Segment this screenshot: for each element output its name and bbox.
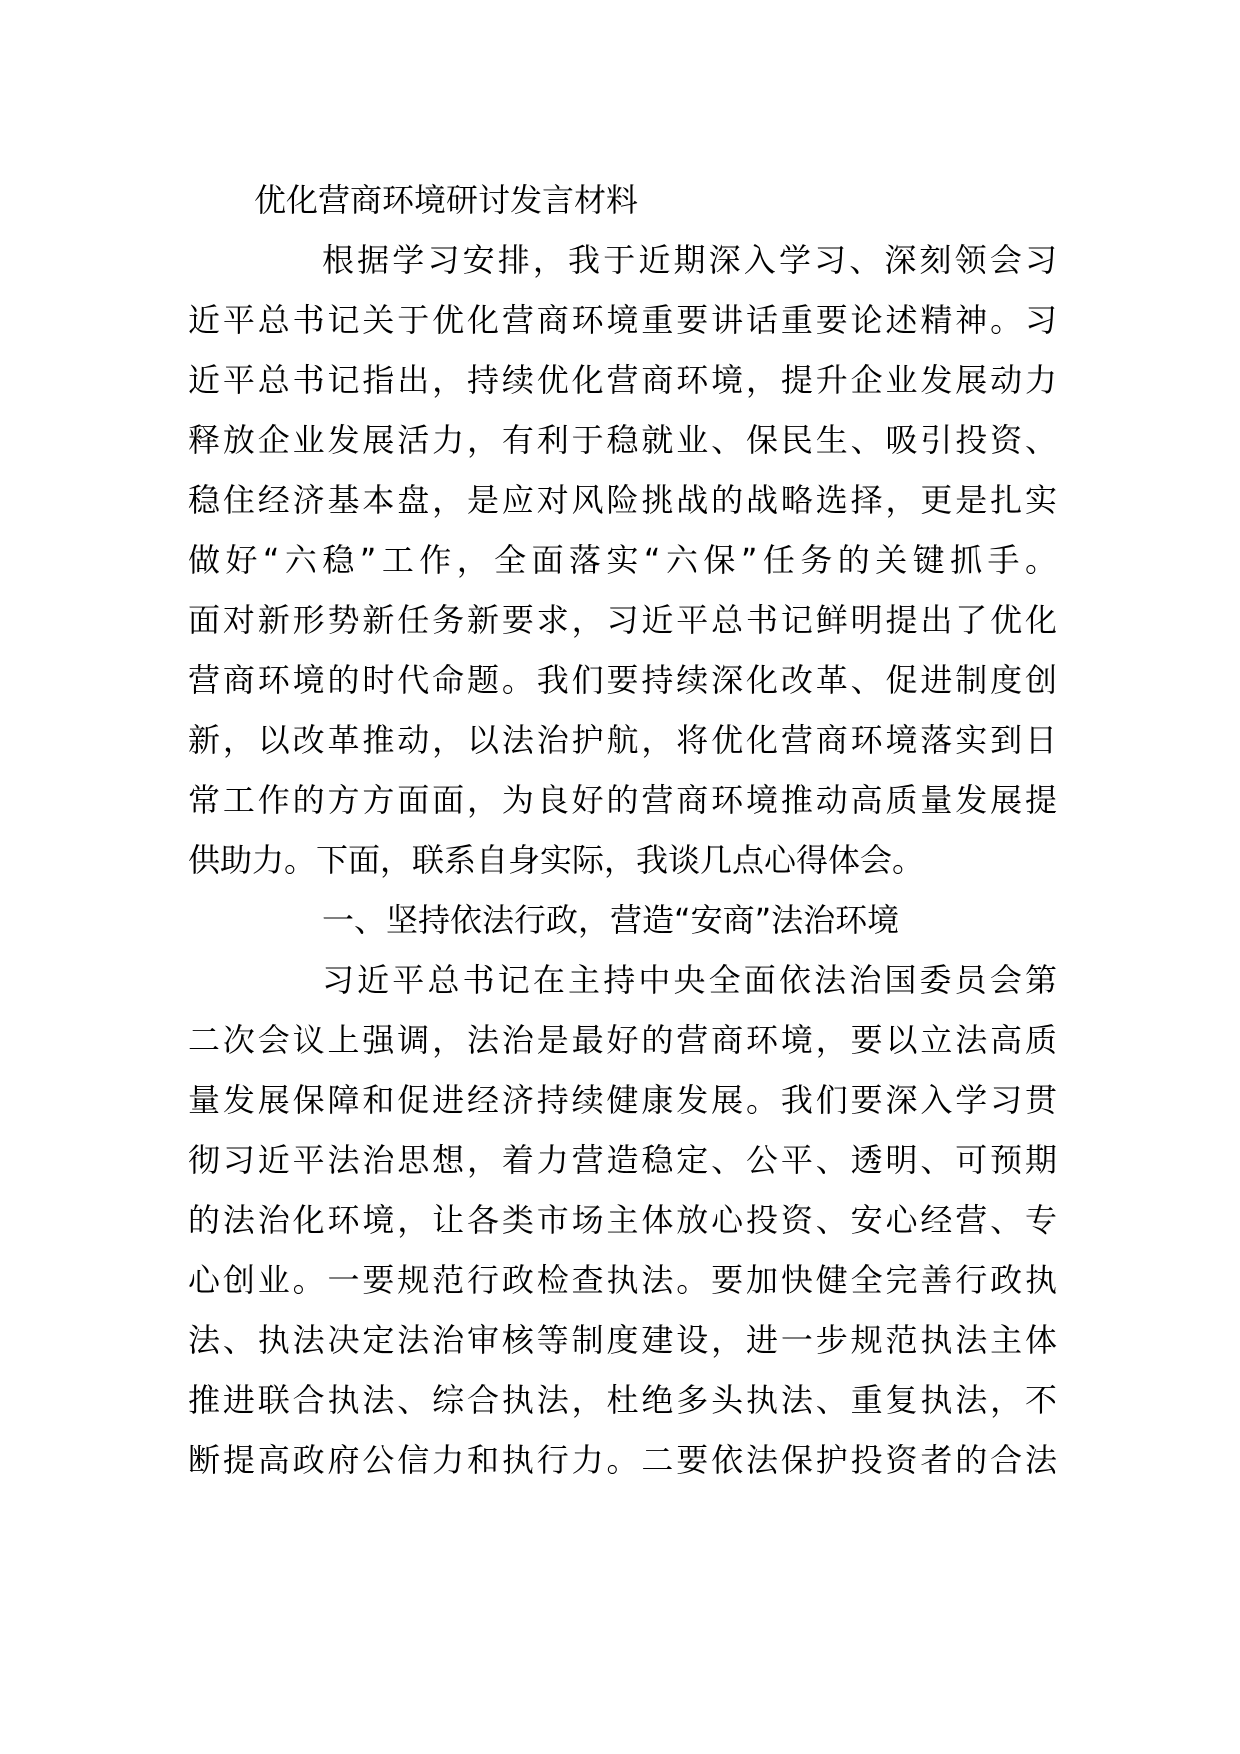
paragraph-line: 彻习近平法治思想，着力营造稳定、公平、透明、可预期 [188, 1141, 1057, 1179]
paragraph-line: 新，以改革推动，以法治护航，将优化营商环境落实到日 [188, 721, 1057, 759]
document-title: 优化营商环境研讨发言材料 [254, 181, 639, 219]
paragraph-line: 根据学习安排，我于近期深入学习、深刻领会习 [322, 241, 1057, 279]
paragraph-line: 做好“六稳”工作，全面落实“六保”任务的关键抓手。 [188, 541, 1057, 579]
paragraph-line: 供助力。下面，联系自身实际，我谈几点心得体会。 [188, 841, 925, 879]
paragraph-line: 释放企业发展活力，有利于稳就业、保民生、吸引投资、 [188, 421, 1057, 459]
section-heading: 一、坚持依法行政，营造“安商”法治环境 [322, 901, 900, 939]
paragraph-line: 近平总书记关于优化营商环境重要讲话重要论述精神。习 [188, 301, 1057, 339]
paragraph-line: 稳住经济基本盘，是应对风险挑战的战略选择，更是扎实 [188, 481, 1057, 519]
paragraph-line: 法、执法决定法治审核等制度建设，进一步规范执法主体 [188, 1321, 1057, 1359]
paragraph-line: 推进联合执法、综合执法，杜绝多头执法、重复执法，不 [188, 1381, 1057, 1419]
paragraph-line: 心创业。一要规范行政检查执法。要加快健全完善行政执 [188, 1261, 1057, 1299]
paragraph-line: 的法治化环境，让各类市场主体放心投资、安心经营、专 [188, 1201, 1057, 1239]
paragraph-line: 营商环境的时代命题。我们要持续深化改革、促进制度创 [188, 661, 1057, 699]
paragraph-line: 断提高政府公信力和执行力。二要依法保护投资者的合法 [188, 1441, 1057, 1479]
paragraph-line: 量发展保障和促进经济持续健康发展。我们要深入学习贯 [188, 1081, 1057, 1119]
paragraph-line: 面对新形势新任务新要求，习近平总书记鲜明提出了优化 [188, 601, 1057, 639]
paragraph-line: 常工作的方方面面，为良好的营商环境推动高质量发展提 [188, 781, 1057, 819]
paragraph-line: 二次会议上强调，法治是最好的营商环境，要以立法高质 [188, 1021, 1057, 1059]
paragraph-line: 近平总书记指出，持续优化营商环境，提升企业发展动力 [188, 361, 1057, 399]
paragraph-line: 习近平总书记在主持中央全面依法治国委员会第 [322, 961, 1057, 999]
